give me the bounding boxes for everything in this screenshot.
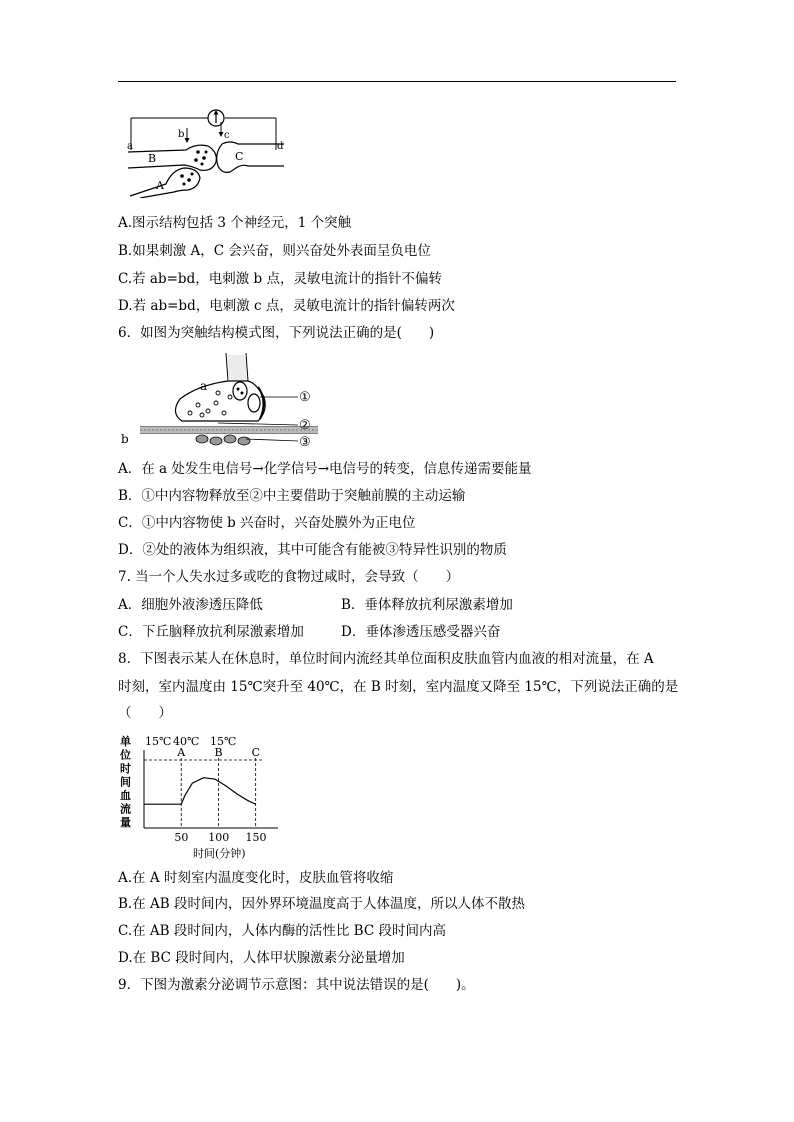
- q9-stem: 9．下图为激素分泌调节示意图：其中说法错误的是( )。: [118, 977, 475, 993]
- marker-label-a: A: [177, 746, 186, 759]
- blood-flow-chart: [118, 732, 288, 860]
- label-b: b: [121, 432, 129, 446]
- q6-option-b: B．①中内容物释放至②中主要借助于突触前膜的主动运输: [118, 488, 466, 504]
- y-axis-label-char: 间: [120, 775, 131, 789]
- q7-option-a: A．细胞外液渗透压降低: [118, 597, 263, 613]
- q6-option-c: C．①中内容物使 b 兴奋时，兴奋处膜外为正电位: [118, 515, 416, 531]
- q8-option-c: C.在 AB 段时间内，人体内酶的活性比 BC 段时间内高: [118, 923, 446, 939]
- x-tick-label: 50: [174, 831, 189, 844]
- blood-flow-line: [144, 778, 256, 805]
- q8-stem-line1: 8．下图表示某人在休息时，单位时间内流经其单位面积皮肤血管内血液的相对流量，在 A: [118, 651, 654, 667]
- q8-option-a: A.在 A 时刻室内温度变化时，皮肤血管将收缩: [118, 870, 394, 886]
- q7-stem: 7. 当一个人失水过多或吃的食物过咸时，会导致（ ）: [118, 569, 460, 585]
- temp-label-2: 40℃: [173, 735, 200, 748]
- q5-option-a: A.图示结构包括 3 个神经元，1 个突触: [118, 215, 352, 231]
- y-axis-label-char: 量: [120, 816, 131, 829]
- label-C: C: [235, 150, 244, 163]
- y-axis-label-char: 流: [120, 802, 131, 816]
- x-axis-label: 时间(分钟): [193, 847, 246, 860]
- q8-stem-line3: （ ）: [118, 705, 172, 721]
- temp-label-3: 15℃: [210, 735, 237, 748]
- neuron-circuit-figure: [126, 100, 286, 198]
- label-circle-2: ②: [299, 418, 311, 433]
- label-circle-1: ①: [299, 390, 311, 405]
- y-axis-label-char: 时: [120, 762, 131, 775]
- marker-label-c: C: [251, 746, 261, 759]
- label-a: a: [200, 379, 208, 393]
- q5-option-d: D.若 ab=bd，电刺激 c 点，灵敏电流计的指针偏转两次: [118, 298, 455, 314]
- x-tick-label: 150: [245, 831, 267, 844]
- label-c: c: [224, 130, 230, 141]
- label-B: B: [148, 152, 157, 165]
- q8-option-d: D.在 BC 段时间内，人体甲状腺激素分泌量增加: [118, 950, 405, 966]
- q5-option-c: C.若 ab=bd，电刺激 b 点，灵敏电流计的指针不偏转: [118, 271, 442, 287]
- header-rule: [118, 81, 676, 82]
- y-axis-label-char: 血: [120, 789, 131, 802]
- q7-option-b: B．垂体释放抗利尿激素增加: [341, 597, 513, 613]
- q7-option-d: D．垂体渗透压感受器兴奋: [341, 624, 501, 640]
- q6-option-a: A．在 a 处发生电信号→化学信号→电信号的转变，信息传递需要能量: [118, 461, 532, 477]
- temp-label-1: 15℃: [145, 735, 172, 748]
- q6-option-d: D．②处的液体为组织液，其中可能含有能被③特异性识别的物质: [118, 542, 507, 558]
- y-axis-label: [119, 734, 131, 829]
- y-axis-label-char: 单: [120, 735, 131, 748]
- q8-option-b: B.在 AB 段时间内，因外界环境温度高于人体温度，所以人体不散热: [118, 896, 525, 912]
- q5-option-b: B.如果刺激 A，C 会兴奋，则兴奋处外表面呈负电位: [118, 243, 431, 259]
- synapse-figure: [118, 353, 338, 453]
- label-d: d: [277, 141, 284, 152]
- q7-option-c: C．下丘脑释放抗利尿激素增加: [118, 624, 304, 640]
- x-tick-label: 100: [208, 831, 230, 844]
- label-a: a: [127, 141, 133, 152]
- label-b: b: [178, 129, 185, 140]
- y-axis-label-char: 位: [120, 748, 131, 762]
- marker-label-b: B: [214, 746, 223, 759]
- q6-stem: 6．如图为突触结构模式图，下列说法正确的是( ): [118, 325, 435, 341]
- label-circle-3: ③: [299, 435, 311, 450]
- label-A: A: [156, 179, 164, 192]
- q8-stem-line2: 时刻，室内温度由 15℃突升至 40℃，在 B 时刻，室内温度又降至 15℃，下列说法正确的是: [118, 679, 679, 695]
